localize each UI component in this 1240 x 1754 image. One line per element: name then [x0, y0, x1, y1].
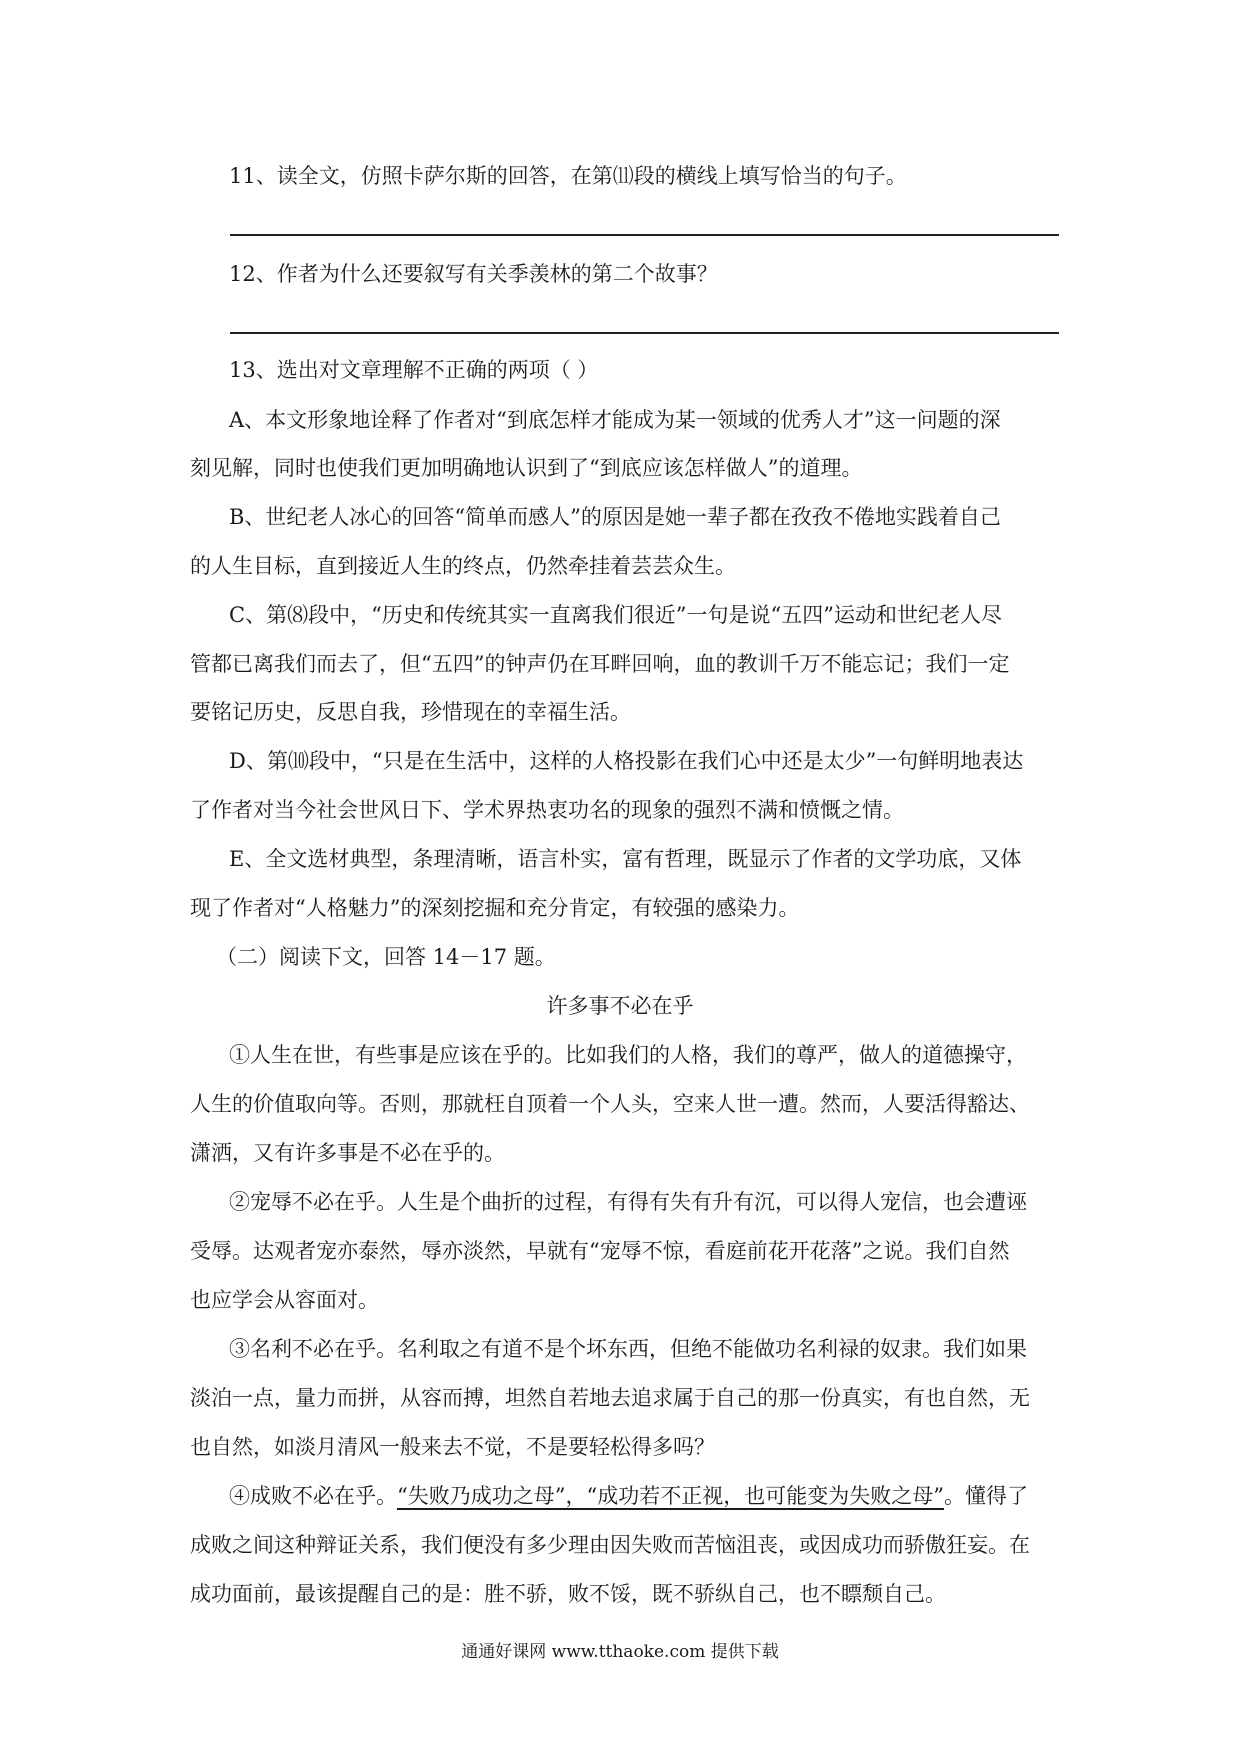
option-d-line-2: 了作者对当今社会世风日下、学术界热衷功名的现象的强烈不满和愤慨之情。	[190, 798, 904, 822]
paragraph-3-line-2: 淡泊一点，量力而拼，从容而搏，坦然自若地去追求属于自己的那一份真实，有也自然，无	[190, 1386, 1030, 1410]
option-c-line-2: 管都已离我们而去了，但“五四”的钟声仍在耳畔回响，血的教训千万不能忘记；我们一定	[190, 652, 1010, 676]
paragraph-1-line-2: 人生的价值取向等。否则，那就枉自顶着一个人头，空来人世一遭。然而，人要活得豁达、	[190, 1092, 1030, 1116]
option-c-line-1: C、第⑻段中，“历史和传统其实一直离我们很近”一句是说“五四”运动和世纪老人尽	[229, 603, 1003, 627]
option-d-line-1: D、第⑽段中，“只是在生活中，这样的人格投影在我们心中还是太少”一句鲜明地表达	[229, 749, 1024, 773]
paragraph-3-line-3: 也自然，如淡月清风一般来去不觉，不是要轻松得多吗？	[190, 1435, 715, 1459]
option-e-line-2: 现了作者对“人格魅力”的深刻挖掘和充分肯定，有较强的感染力。	[190, 896, 800, 920]
paragraph-4-line-2: 成败之间这种辩证关系，我们便没有多少理由因失败而苦恼沮丧，或因成功而骄傲狂妄。在	[190, 1533, 1030, 1557]
paragraph-1-line-3: 潇洒，又有许多事是不必在乎的。	[190, 1141, 505, 1165]
paragraph-2-line-2: 受辱。达观者宠亦泰然，辱亦淡然，早就有“宠辱不惊，看庭前花开花落”之说。我们自然	[190, 1239, 1010, 1263]
paragraph-4-lead: ④成败不必在乎。	[229, 1484, 397, 1508]
answer-line-12[interactable]	[230, 332, 1059, 334]
option-c-line-3: 要铭记历史，反思自我，珍惜现在的幸福生活。	[190, 700, 631, 724]
footer-credit: 通通好课网 www.tthaoke.com 提供下载	[461, 1642, 779, 1662]
paragraph-3-line-1: ③名利不必在乎。名利取之有道不是个坏东西，但绝不能做功名利禄的奴隶。我们如果	[229, 1337, 1027, 1361]
paragraph-4-tail: 。懂得了	[943, 1484, 1028, 1508]
option-e-line-1: E、全文选材典型，条理清晰，语言朴实，富有哲理，既显示了作者的文学功底，又体	[229, 847, 1022, 871]
option-b-line-2: 的人生目标，直到接近人生的终点，仍然牵挂着芸芸众生。	[190, 554, 736, 578]
question-11: 11、读全文，仿照卡萨尔斯的回答，在第⑾段的横线上填写恰当的句子。	[229, 164, 907, 188]
option-a-line-1: A、本文形象地诠释了作者对“到底怎样才能成为某一领域的优秀人才”这一问题的深	[229, 408, 1001, 432]
answer-line-11[interactable]	[230, 234, 1059, 236]
article-title: 许多事不必在乎	[546, 994, 694, 1018]
section-intro: （二）阅读下文，回答 14－17 题。	[216, 945, 556, 969]
paragraph-4-line-1	[229, 1482, 1099, 1510]
option-a-line-2: 刻见解，同时也使我们更加明确地认识到了“到底应该怎样做人”的道理。	[190, 456, 863, 480]
option-b-line-1: B、世纪老人冰心的回答“简单而感人”的原因是她一辈子都在孜孜不倦地实践着自己	[229, 505, 1001, 529]
paragraph-2-line-3: 也应学会从容面对。	[190, 1288, 379, 1312]
paragraph-4-underlined-quote: “失败乃成功之母”，“成功若不正视，也可能变为失败之母”	[397, 1484, 944, 1508]
paragraph-4-line-3: 成功面前，最该提醒自己的是：胜不骄，败不馁，既不骄纵自己，也不瞟颓自己。	[190, 1582, 946, 1606]
paragraph-1-line-1: ①人生在世，有些事是应该在乎的。比如我们的人格，我们的尊严，做人的道德操守，	[229, 1043, 1027, 1067]
question-13: 13、选出对文章理解不正确的两项（ ）	[229, 358, 599, 382]
paragraph-2-line-1: ②宠辱不必在乎。人生是个曲折的过程，有得有失有升有沉，可以得人宠信，也会遭诬	[229, 1190, 1027, 1214]
question-12: 12、作者为什么还要叙写有关季羡林的第二个故事？	[229, 262, 718, 286]
